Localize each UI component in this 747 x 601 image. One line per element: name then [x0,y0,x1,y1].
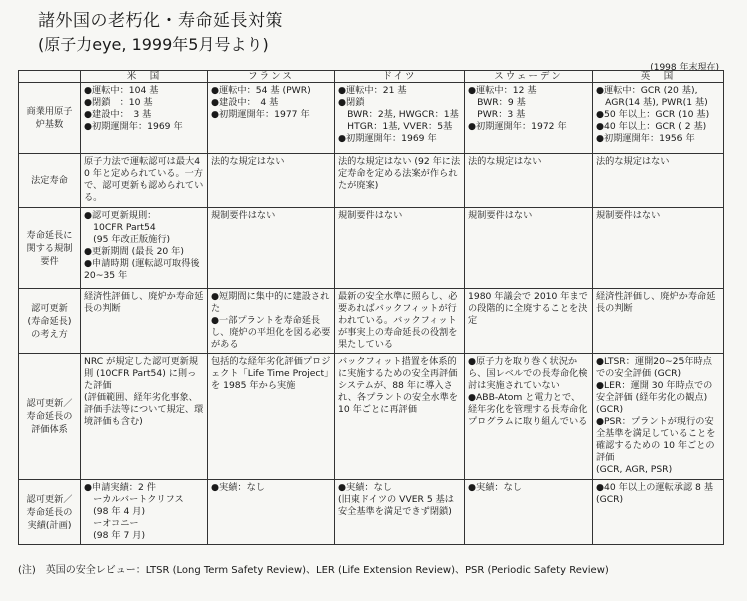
row-header-text: 認可更新／ 寿命延長の 評価体系 [26,398,73,435]
table-cell [208,154,335,208]
cell-text: バックフィット措置を体系的に実施するための安全再評価システムが、88 年に導入され、各プラントの安全水準を 10 年ごとに再評価 [338,356,461,415]
table-header-row [19,71,724,83]
comparison-table [18,70,724,545]
cell-text: ●運転中：54 基 (PWR) ●建設中： 4 基 ●初期運開年：1977 年 [211,85,311,120]
table-cell [335,480,465,545]
cell-text: ●短期間に集中的に建設された ●一部プラントを寿命延長し、廃炉の平坦化を図る必要がある [211,291,331,350]
column-header-france: フランス [208,71,335,83]
footnote: (注) 英国の安全レビュー：LTSR (Long Term Safety Review)、LER (Life Extension Review)、PSR (Periodic Safety Review) [18,565,609,576]
table-cell [208,83,335,154]
page-subtitle: (原子力eye, 1999年5月号より) [38,35,269,54]
table-cell [208,289,335,354]
table-cell [465,289,593,354]
table-cell [465,480,593,545]
cell-text: ●運転中：12 基 BWR：9 基 PWR：3 基 ●初期運開年：1972 年 [468,85,567,132]
cell-text: ●運転中：21 基 ●閉鎖 BWR：2基, HWGCR：1基 HTGR：1基, VVER：5基 ●初期運開年：1969 年 [338,85,459,144]
cell-text: 法的な規定はない [468,156,542,167]
table-cell [81,154,208,208]
table-cell [593,154,724,208]
table-row [19,154,724,208]
table-cell [335,83,465,154]
cell-text: 規制要件はない [338,210,403,221]
row-header-text: 認可更新／ 寿命延長の 実績(計画) [26,493,73,531]
table-row [19,83,724,154]
table-cell [335,154,465,208]
cell-text: 規制要件はない [596,210,661,221]
cell-text: ●運転中：104 基 ●閉鎖 ：10 基 ●建設中： 3 基 ●初期運開年：1969 年 [84,85,183,132]
column-header-uk: 英 国 [593,71,724,83]
cell-text: 1980 年議会で 2010 年までの段階的に全廃することを決定 [468,291,588,326]
cell-text: 法的な規定はない (92 年に法定寿命を定める法案が作られたが廃案) [338,156,461,191]
table-cell [81,480,208,545]
table-cell [335,289,465,354]
table-cell [465,154,593,208]
row-header-text: 法定寿命 [31,175,68,186]
table-cell [593,480,724,545]
column-header-usa: 米 国 [81,71,208,83]
table-cell [208,208,335,289]
table-cell [593,354,724,480]
column-header-germany: ドイツ [335,71,465,83]
row-header [19,354,81,480]
cell-text: 法的な規定はない [211,156,285,167]
row-header [19,208,81,289]
cell-text: ●運転中：GCR (20 基), AGR(14 基), PWR(1 基) ●50 年以上：GCR (10 基) ●40 年以上：GCR ( 2 基) ●初期運開年：1956 年 [596,85,710,144]
row-header [19,480,81,545]
cell-text: ●申請実績：2 件 ーカルバートクリフス (98 年 4 月) ーオコニー (98 年 7 月) [84,482,184,541]
cell-text: 最新の安全水準に照らし、必要あればバックフィットが行われている。バックフィットが事実上の寿命延長の役割を果たしている [338,291,458,350]
cell-text: ●原子力を取り巻く状況から、国レベルでの長寿命化検討は実施されていない ●ABB-Atom と電力とで、経年劣化を管理する長寿命化プログラムに取り組んでいる [468,356,588,427]
cell-text: ●実績：なし (旧東ドイツの VVER 5 基は安全基準を満足できず閉鎖) [338,482,454,517]
cell-text: ●LTSR：運開20~25年時点での安全評価 (GCR) ●LER：運開 30 年時点での安全評価 (経年劣化の観点) (GCR) ●PSR：プラントが現行の安全基準を満足していることを確認するための 10 年ごとの評価 (GCR, AGR, PSR) [596,356,716,475]
row-header-text: 商業用原子 炉基数 [26,106,73,130]
column-header-blank [19,71,81,83]
table-cell [465,354,593,480]
cell-text: ●40 年以上の運転承認 8 基 (GCR) [596,482,716,505]
row-header-text: 寿命延長に 関する規制 要件 [26,229,73,267]
cell-text: 経済性評価し、廃炉か寿命延長の判断 [596,291,716,314]
cell-text: 法的な規定はない [596,156,670,167]
cell-text: ●実績：なし [468,482,522,493]
table-row [19,480,724,545]
table-cell [81,208,208,289]
table-cell [208,480,335,545]
cell-text: 原子力法で運転認可は最大40 年と定められている。一方で、認可更新も認められている。 [84,156,204,203]
table-cell [593,83,724,154]
row-header-text: 認可更新 (寿命延長) の考え方 [27,302,72,340]
cell-text: 包括的な経年劣化評価プロジェクト「Life Time Project」を 1985 年から実施 [211,356,331,391]
cell-text: NRC が規定した認可更新規則 (10CFR Part54) に則った評価 (評価範囲、経年劣化事象、評価手法等について規定、環境評価も含む) [84,356,204,427]
cell-text: 経済性評価し、廃炉か寿命延長の判断 [84,291,204,314]
table-row [19,354,724,480]
row-header [19,289,81,354]
table-cell [81,354,208,480]
table-cell [593,289,724,354]
cell-text: ●認可更新規則： 10CFR Part54 (95 年改正版施行) ●更新期間 (最長 20 年) ●申請時期 (運転認可取得後 20~35 年 [84,210,200,281]
row-header [19,83,81,154]
table-cell [335,208,465,289]
table-cell [208,354,335,480]
page-title: 諸外国の老朽化・寿命延長対策 [38,11,283,31]
table-cell [81,289,208,354]
cell-text: 規制要件はない [468,210,533,221]
table-cell [81,83,208,154]
table-cell [335,354,465,480]
table-row [19,289,724,354]
table-cell [593,208,724,289]
table-cell [465,208,593,289]
table-row [19,208,724,289]
row-header [19,154,81,208]
cell-text: 規制要件はない [211,210,276,221]
date-note: (1998 年末現在) [650,63,719,73]
column-header-sweden: スウェーデン [465,71,593,83]
table-cell [465,83,593,154]
cell-text: ●実績：なし [211,482,265,493]
